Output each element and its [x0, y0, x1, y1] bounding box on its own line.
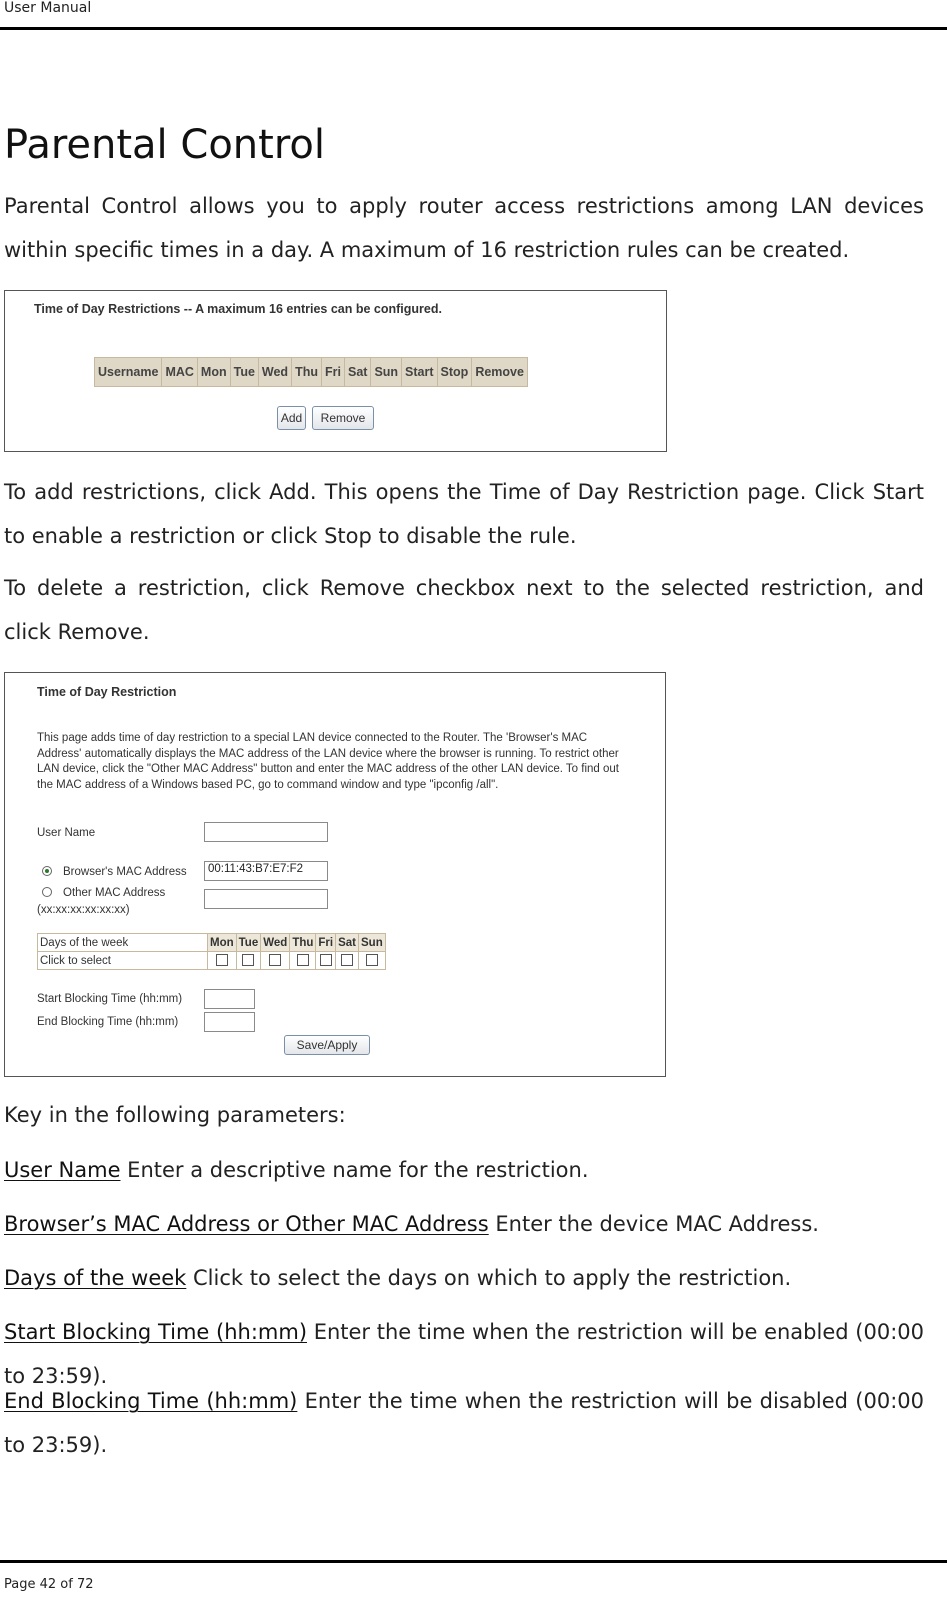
column-header: MAC [162, 358, 197, 387]
day-checkbox[interactable] [320, 954, 332, 966]
day-cell [261, 952, 290, 970]
parameter-description: Click to select the days on which to apply the restriction. [186, 1266, 792, 1290]
day-checkbox[interactable] [366, 954, 378, 966]
restrictions-list-screenshot [4, 290, 667, 452]
days-checkbox-row [38, 952, 386, 970]
parameter-term: Browser’s MAC Address or Other MAC Address [4, 1212, 489, 1236]
day-checkbox[interactable] [341, 954, 353, 966]
day-header: Sun [359, 934, 386, 952]
day-cell [359, 952, 386, 970]
day-cell [236, 952, 261, 970]
click-to-select-label: Click to select [38, 952, 208, 970]
page-footer: Page 42 of 72 [4, 1577, 94, 1592]
column-header: Tue [230, 358, 258, 387]
end-time-input[interactable] [204, 1012, 255, 1032]
day-checkbox[interactable] [269, 954, 281, 966]
column-header: Sat [344, 358, 370, 387]
user-name-input[interactable] [204, 822, 328, 842]
parameter-term: Days of the week [4, 1266, 187, 1290]
add-button[interactable]: Add [277, 406, 306, 430]
day-header: Mon [208, 934, 237, 952]
parameter-term: End Blocking Time (hh:mm) [4, 1389, 298, 1413]
parameter-term: Start Blocking Time (hh:mm) [4, 1320, 308, 1344]
parameter-item [4, 1379, 924, 1467]
day-cell [336, 952, 359, 970]
restrictions-table [94, 357, 528, 387]
day-header: Wed [261, 934, 290, 952]
parameter-description: Enter the device MAC Address. [488, 1212, 819, 1236]
day-header: Fri [316, 934, 336, 952]
other-mac-input[interactable] [204, 889, 328, 909]
time-of-day-restriction-screenshot [4, 672, 666, 1077]
browser-mac-input[interactable]: 00:11:43:B7:E7:F2 [204, 861, 328, 881]
column-header: Wed [258, 358, 291, 387]
day-cell [316, 952, 336, 970]
save-apply-button[interactable]: Save/Apply [284, 1035, 370, 1055]
restrictions-header-row [95, 358, 528, 387]
intro-paragraph: Parental Control allows you to apply router access restrictions among LAN devices within specific times in a day. A maximum of 16 restriction rules can be created. [4, 194, 924, 262]
browser-mac-label: Browser's MAC Address [63, 866, 187, 878]
parameter-term: User Name [4, 1158, 121, 1182]
remove-button[interactable]: Remove [312, 406, 374, 430]
column-header: Sun [371, 358, 402, 387]
column-header: Username [95, 358, 162, 387]
start-time-label: Start Blocking Time (hh:mm) [37, 993, 183, 1005]
parameter-description: Enter the time when the restriction will be enabled (00:00 to 23:59). [4, 1320, 924, 1388]
restriction-form-title: Time of Day Restriction [37, 685, 177, 699]
parameter-item [4, 1256, 924, 1300]
other-mac-format: (xx:xx:xx:xx:xx:xx) [37, 904, 130, 916]
restrictions-title: Time of Day Restrictions -- A maximum 16 entries can be configured. [34, 302, 442, 316]
user-name-label: User Name [37, 827, 96, 839]
parameter-item [4, 1148, 924, 1192]
parameter-description: Enter the time when the restriction will be disabled (00:00 to 23:59). [4, 1389, 924, 1457]
browser-mac-radio[interactable] [42, 866, 52, 876]
delete-paragraph: To delete a restriction, click Remove checkbox next to the selected restriction, and click Remove. [4, 576, 924, 644]
column-header: Start [402, 358, 437, 387]
header-rule [0, 27, 947, 30]
day-checkbox[interactable] [216, 954, 228, 966]
day-cell [290, 952, 316, 970]
day-checkbox[interactable] [297, 954, 309, 966]
column-header: Mon [197, 358, 230, 387]
day-header: Thu [290, 934, 316, 952]
days-header-row [38, 934, 386, 952]
days-table [37, 933, 386, 970]
parameter-description: Enter a descriptive name for the restriction. [120, 1158, 589, 1182]
add-paragraph: To add restrictions, click Add. This opens the Time of Day Restriction page. Click Start to enable a restriction or click Stop to disable the rule. [4, 480, 924, 548]
running-header: User Manual [4, 0, 92, 16]
days-of-week-label: Days of the week [38, 934, 208, 952]
footer-rule [0, 1560, 947, 1563]
other-mac-radio[interactable] [42, 887, 52, 897]
other-mac-label: Other MAC Address [63, 887, 166, 899]
page-title: Parental Control [4, 122, 325, 168]
start-time-input[interactable] [204, 989, 255, 1009]
day-header: Tue [236, 934, 261, 952]
column-header: Fri [322, 358, 345, 387]
column-header: Remove [472, 358, 528, 387]
column-header: Stop [437, 358, 472, 387]
day-checkbox[interactable] [242, 954, 254, 966]
parameter-item [4, 1202, 924, 1246]
day-header: Sat [336, 934, 359, 952]
column-header: Thu [292, 358, 322, 387]
day-cell [208, 952, 237, 970]
end-time-label: End Blocking Time (hh:mm) [37, 1016, 179, 1028]
restriction-description: This page adds time of day restriction to a special LAN device connected to the Router. The 'Browser's MAC Address' automatically displays the MAC address of the LAN device where the browser is running. To restrict other LAN device, click the "Other MAC Address" button and enter the MAC address of the other LAN device. To find out the MAC address of a Windows based PC, go to command window and type "ipconfig /all". [37, 732, 619, 791]
params-intro: Key in the following parameters: [4, 1103, 346, 1127]
